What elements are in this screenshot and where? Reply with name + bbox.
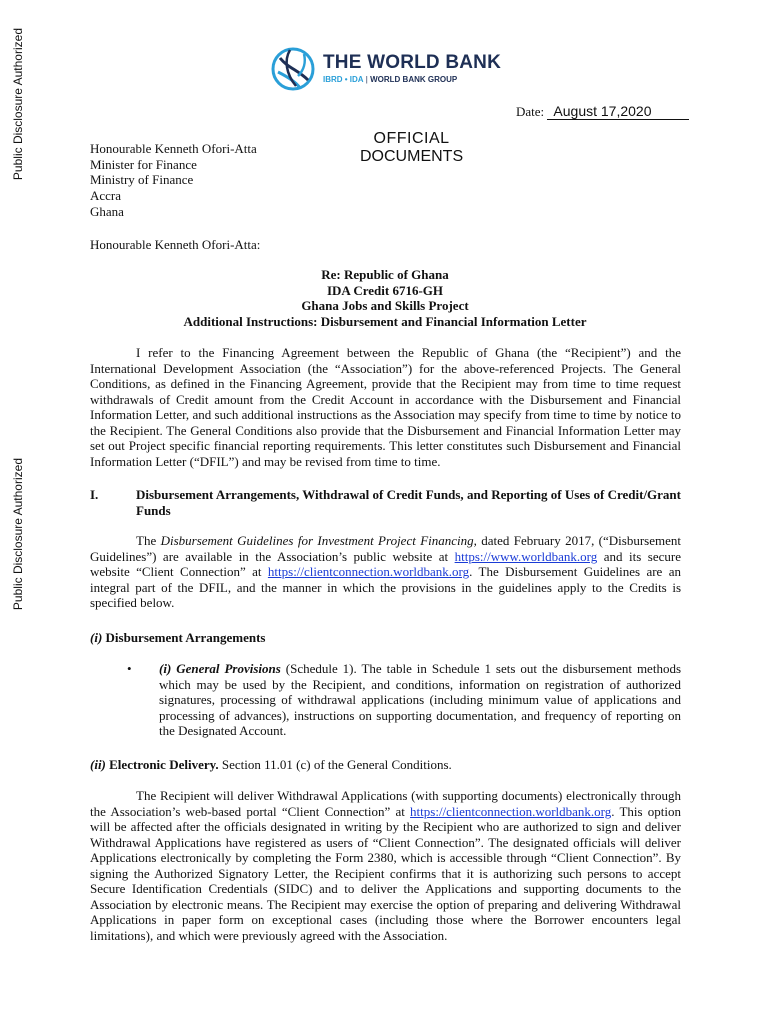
official-documents-stamp: OFFICIAL DOCUMENTS — [360, 130, 464, 165]
address-line: Ministry of Finance — [90, 172, 194, 188]
address-line: Minister for Finance — [90, 156, 197, 172]
subheading-disbursement-arrangements: (i) Disbursement Arrangements — [90, 630, 266, 645]
logo-subtitle: IBRD • IDA | WORLD BANK GROUP — [323, 75, 458, 84]
recipient-address — [90, 141, 257, 220]
client-connection-link-2[interactable]: https://clientconnection.worldbank.org — [410, 803, 612, 819]
date-label: Date: — [516, 104, 545, 119]
world-bank-logo — [270, 46, 510, 94]
section-title: Disbursement Arrangements, Withdrawal of Credit Funds, and Reporting of Uses of Credit/Grant Funds — [136, 487, 681, 518]
worldbank-link[interactable]: https://www.worldbank.org — [454, 548, 598, 564]
address-line: Ghana — [90, 203, 124, 219]
subheading-electronic-delivery: (ii) Electronic Delivery. Section 11.01 (c) of the General Conditions. — [90, 757, 452, 772]
guidelines-paragraph: The Disbursement Guidelines for Investment Project Financing, dated February 2017, (“Disbursement Guidelines”) are available in the Association’s public website at https://www.worldbank.org and its secure website “Client Connection” at https://clientconnection.worldbank.org. The Disbursement Guidelines are an integral part of the DFIL, and the manner in which the provisions in the guidelines apply to the Credits is specified below. — [90, 533, 681, 610]
date-row — [516, 104, 689, 120]
salutation: Honourable Kenneth Ofori-Atta: — [90, 237, 261, 252]
section-number: I. — [90, 487, 99, 502]
bullet-marker: • — [127, 661, 132, 676]
bullet-general-provisions: (i) General Provisions (Schedule 1). The table in Schedule 1 sets out the disbursement methods which may be used by the Recipient, and conditions, information on registration of authorized signatures, processing of withdrawal applications (including minimum value of applications and processing of advances), instructions on supporting documentation, and frequency of reporting on the Designated Account. — [159, 661, 681, 738]
client-connection-link[interactable]: https://clientconnection.worldbank.org — [267, 564, 470, 579]
address-line: Accra — [90, 188, 122, 204]
electronic-delivery-paragraph: The Recipient will deliver Withdrawal Applications (with supporting documents) electronically through the Association’s web-based portal “Client Connection” at https://clientconnection.worldbank.org. This option will be affected after the officials designated in writing by the Recipient who are authorized to sign and deliver Withdrawal Applications have registered as users of “Client Connection”. The designated officials will deliver Applications electronically by completing the Form 2380, which is accessible through “Client Connection”. By signing the Authorized Signatory Letter, the Recipient confirms that it is authorizing such persons to accept Secure Identification Credentials (SIDC) and to deliver the Applications and supporting documents to the Association by electronic means. The Recipient may exercise the option of preparing and delivering Withdrawal Applications in paper form on exceptional cases (including those where the Borrower encounters legal limitations), and which were previously agreed with the Association. — [90, 788, 681, 943]
address-line: Honourable Kenneth Ofori-Atta — [90, 141, 257, 156]
date-value: August 17,2020 — [547, 104, 689, 120]
intro-paragraph: I refer to the Financing Agreement between the Republic of Ghana (the “Recipient”) and the International Development Association (the “Association”) for the above-referenced Projects. The General Conditions, as defined in the Financing Agreement, provide that the Recipient may from time to time request withdrawals of Credit amount from the Credit Account in accordance with the Disbursement and Financial Information Letter, and such additional instructions as the Association may specify from time to time by notice to the Recipient. The General Conditions also provide that the Disbursement and Financial Information Letter may set out Project specific financial reporting requirements. This letter constitutes such Disbursement and Financial Information Letter (“DFIL”) and may be revised from time to time. — [90, 345, 681, 469]
section-heading — [90, 487, 681, 518]
logo-title: THE WORLD BANK — [323, 52, 502, 73]
globe-logo-icon — [270, 46, 316, 92]
subject-block: Re: Republic of Ghana IDA Credit 6716-GH Ghana Jobs and Skills Project Additional Instructions: Disbursement and Financial Information Letter — [183, 267, 587, 329]
